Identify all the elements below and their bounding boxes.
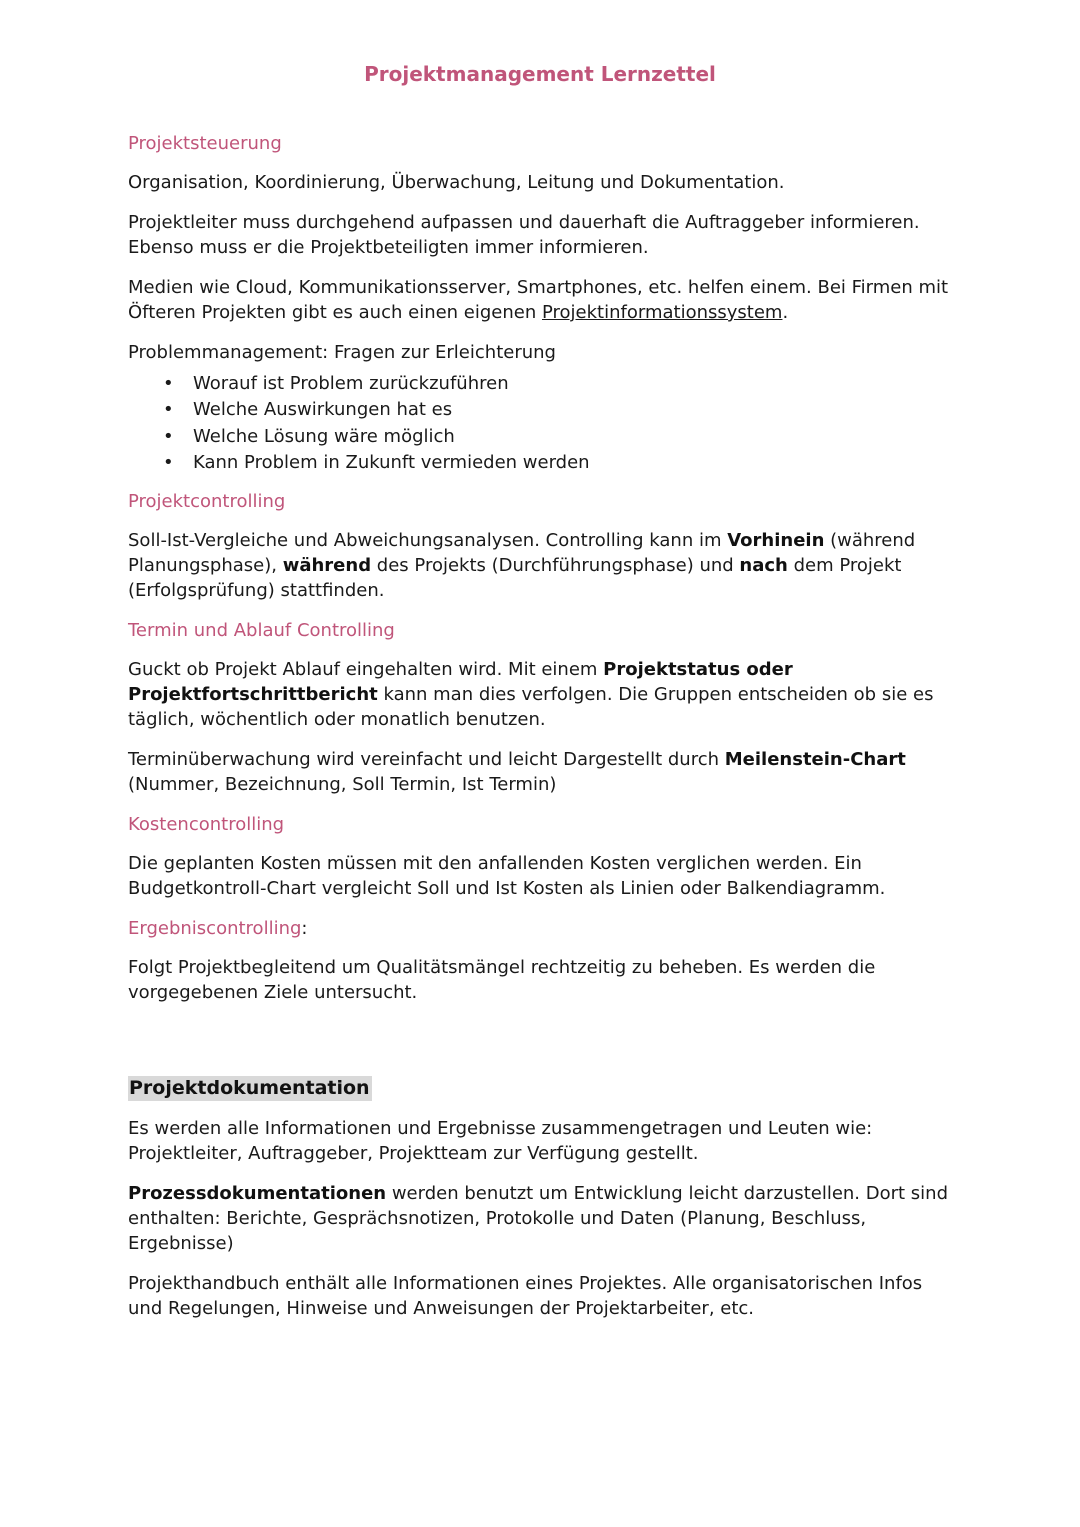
text: (während Planungsphase), (128, 529, 916, 576)
heading-text: Ergebniscontrolling (128, 917, 302, 939)
paragraph: Organisation, Koordinierung, Überwachung, Leitung und Dokumentation. (128, 172, 785, 193)
text: werden benutzt um Entwicklung leicht darzustellen. Dort sind enthalten: Berichte, Gesprächsnotizen, Protokolle und Daten (Planung, Beschluss, Ergebnisse) (128, 1182, 949, 1254)
bold-term: während (282, 554, 372, 576)
paragraph: Projekthandbuch enthält alle Informationen eines Projektes. Alle organisatorischen Infos und Regelungen, Hinweise und Anweisungen der Projektarbeiter, etc. (128, 1272, 923, 1319)
text: dem Projekt (Erfolgsprüfung) stattfinden. (128, 554, 902, 601)
bold-term: nach (739, 554, 788, 576)
bold-term: Projektstatus oder Projektfortschrittbericht (128, 658, 793, 705)
paragraph: Es werden alle Informationen und Ergebnisse zusammengetragen und Leuten wie: Projektleiter, Auftraggeber, Projektteam zur Verfügung gestellt. (128, 1117, 873, 1164)
text: Guckt ob Projekt Ablauf eingehalten wird. Mit einem (128, 658, 604, 680)
text: Medien wie Cloud, Kommunikationsserver, Smartphones, etc. helfen einem. Bei Firmen mit Öfteren Projekten gibt es auch einen eigenen (128, 277, 949, 323)
bullet-list (128, 371, 958, 475)
text: des Projekts (Durchführungsphase) und (371, 554, 740, 576)
list-item: • Welche Lösung wäre möglich (193, 424, 958, 449)
list-item: • Worauf ist Problem zurückzuführen (193, 371, 958, 396)
heading-ergebniscontrolling (128, 916, 958, 941)
heading-projektdokumentation: Projektdokumentation (129, 1076, 370, 1099)
list-item: • Welche Auswirkungen hat es (193, 397, 958, 422)
bold-term: Prozessdokumentationen (128, 1182, 387, 1204)
document-title: Projektmanagement Lernzettel (364, 62, 716, 86)
list-item: • Kann Problem in Zukunft vermieden werden (193, 450, 958, 475)
paragraph: Die geplanten Kosten müssen mit den anfallenden Kosten verglichen werden. Ein Budgetkontroll-Chart vergleicht Soll und Ist Kosten als Linien oder Balkendiagramm. (128, 852, 886, 899)
text: Terminüberwachung wird vereinfacht und leicht Dargestellt durch (128, 748, 725, 770)
heading-projektsteuerung: Projektsteuerung (128, 133, 282, 154)
text: (Nummer, Bezeichnung, Soll Termin, Ist Termin) (128, 773, 557, 795)
paragraph (128, 747, 958, 797)
bold-term: Vorhinein (727, 529, 825, 551)
bold-term: Meilenstein-Chart (724, 748, 906, 770)
paragraph (128, 528, 958, 603)
underlined-term: Projektinformationssystem (542, 302, 783, 323)
text: kann man dies verfolgen. Die Gruppen entscheiden ob sie es täglich, wöchentlich oder monatlich benutzen. (128, 683, 934, 730)
paragraph (128, 657, 958, 732)
heading-colon: : (301, 917, 308, 939)
heading-termin-controlling: Termin und Ablauf Controlling (128, 619, 395, 641)
paragraph (128, 1181, 958, 1256)
text: Soll-Ist-Vergleiche und Abweichungsanalysen. Controlling kann im (128, 529, 728, 551)
paragraph: Folgt Projektbegleitend um Qualitätsmängel rechtzeitig zu beheben. Es werden die vorgegebenen Ziele untersucht. (128, 956, 876, 1003)
paragraph: Problemmanagement: Fragen zur Erleichterung (128, 342, 556, 363)
paragraph: Projektleiter muss durchgehend aufpassen und dauerhaft die Auftraggeber informieren. Ebenso muss er die Projektbeteiligten immer informieren. (128, 212, 920, 258)
document-content (128, 62, 958, 1336)
heading-projektcontrolling: Projektcontrolling (128, 490, 286, 512)
paragraph (128, 275, 958, 325)
text: . (782, 302, 789, 323)
heading-kostencontrolling: Kostencontrolling (128, 813, 285, 835)
